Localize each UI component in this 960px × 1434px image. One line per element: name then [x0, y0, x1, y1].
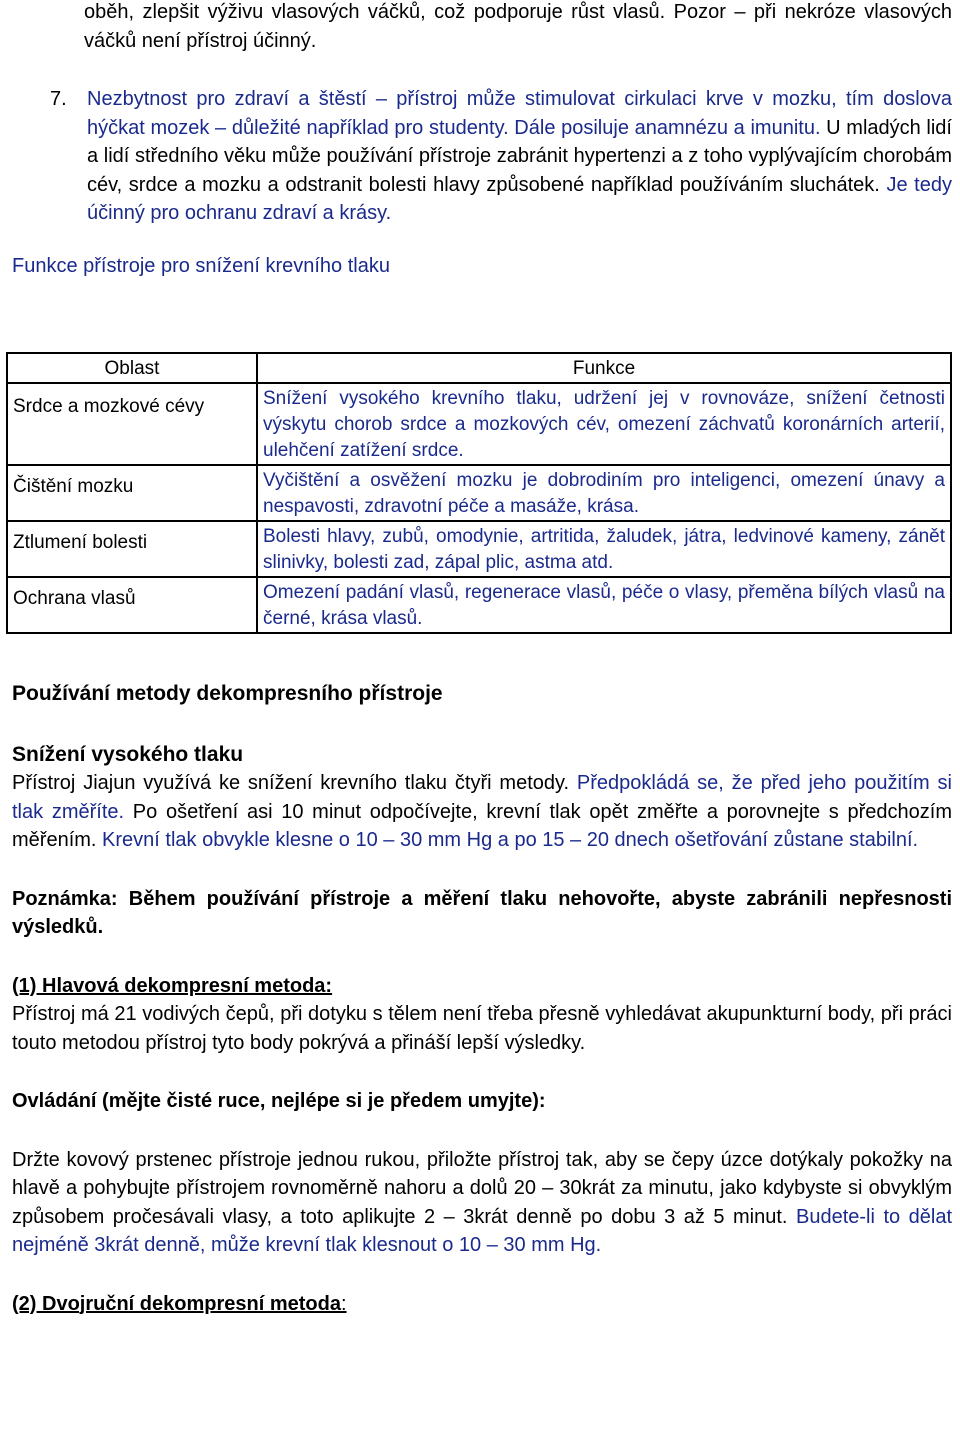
- table-cell-function: Omezení padání vlasů, regenerace vlasů, péče o vlasy, přeměna bílých vlasů na černé, krása vlasů.: [257, 577, 951, 633]
- low-text-3: Po ošetření asi 10 minut odpočívejte, krevní tlak opět změřte a porovnejte s předchozím měřením.: [12, 800, 952, 851]
- note-paragraph: Poznámka: Během používání přístroje a měření tlaku nehovořte, abyste zabránili nepřesnosti výsledků.: [12, 887, 952, 938]
- heading-low-pressure: Snížení vysokého tlaku: [12, 742, 244, 766]
- table-row: [7, 577, 951, 633]
- table-cell-area: Ztlumení bolesti: [7, 521, 257, 577]
- heading-two-hand-method: [12, 1290, 952, 1319]
- heading-control: Ovládání (mějte čisté ruce, nejlépe si je předem umyjte):: [12, 1090, 546, 1112]
- low-text-4: Krevní tlak obvykle klesne o 10 – 30 mm Hg a po 15 – 20 dnech ošetřování zůstane stabilní.: [96, 829, 919, 851]
- section-title: Funkce přístroje pro snížení krevního tlaku: [12, 254, 390, 277]
- heading-method: Používání metody dekompresního přístroje: [12, 682, 443, 705]
- item-text-blue-end: Je tedy účinný pro ochranu zdraví a krásy.: [87, 173, 952, 224]
- paragraph-head-method: Přístroj má 21 vodivých čepů, při dotyku s tělem není třeba přesně vyhledávat akupunkturní body, při práci touto metodou přístroj tyto body pokrývá a přináší lepší výsledky.: [12, 1003, 952, 1054]
- list-number: 7.: [50, 88, 67, 110]
- paragraph-control: [12, 1146, 952, 1260]
- header-funkce: Funkce: [257, 353, 951, 383]
- item-text-black: U mladých lidí a lidí středního věku může používání přístroje zabránit hypertenzi a z toho vyplývajícím chorobám cév, srdce a mozku a odstranit bolesti hlavy způsobené například používáním sluchátek.: [87, 116, 952, 196]
- item-text-blue: Nezbytnost pro zdraví a štěstí – přístroj může stimulovat cirkulaci krve v mozku, tím doslova hýčkat mozek – důležité například pro studenty. Dále posiluje anamnézu a imunitu.: [87, 88, 952, 139]
- two-hand-title: (2) Dvojruční dekompresní metoda: [12, 1292, 341, 1315]
- table-cell-area: Srdce a mozkové cévy: [7, 383, 257, 465]
- table-row: [7, 521, 951, 577]
- list-item-text: [87, 85, 952, 228]
- low-text-1: Přístroj Jiajun využívá ke snížení krevního tlaku čtyři metody.: [12, 772, 570, 794]
- control-text-2: Budete-li to dělat nejméně 3krát denně, může krevní tlak klesnout o 10 – 30 mm Hg.: [12, 1205, 952, 1256]
- table-cell-function: Bolesti hlavy, zubů, omodynie, artritida, žaludek, játra, ledvinové kameny, zánět slinivky, bolesti zad, zápal plic, astma atd.: [257, 521, 951, 577]
- heading-head-method: (1) Hlavová dekompresní metoda:: [12, 974, 333, 997]
- table-cell-area: Čištění mozku: [7, 465, 257, 521]
- paragraph-low-pressure: [12, 769, 952, 855]
- low-text-2: Předpokládá se, že před jeho použitím si tlak změříte.: [12, 772, 953, 823]
- intro-paragraph: oběh, zlepšit výživu vlasových váčků, což podporuje růst vlasů. Pozor – při nekróze vlasových váčků není přístroj účinný.: [84, 1, 952, 52]
- function-table: [6, 352, 952, 634]
- control-text-1: Držte kovový prstenec přístroje jednou rukou, přiložte přístroj tak, aby se čepy úzce dotýkaly pokožky na hlavě a pohybujte přístrojem rovnoměrně nahoru a dolů 20 – 30krát za minutu, jako kdybyste si obvyklým způsobem pročesávali vlasy, a toto aplikujte 2 – 3krát denně po dobu 3 až 5 minut.: [12, 1148, 952, 1228]
- table-cell-function: Vyčištění a osvěžení mozku je dobrodiním pro inteligenci, omezení únavy a nespavosti, zdravotní péče a masáže, krása.: [257, 465, 951, 521]
- document-page: [12, 0, 952, 1318]
- header-oblast: Oblast: [7, 353, 257, 383]
- table-row: [7, 383, 951, 465]
- table-header-row: [7, 353, 951, 383]
- two-hand-colon: :: [340, 1292, 347, 1315]
- table-row: [7, 465, 951, 521]
- table-cell-function: Snížení vysokého krevního tlaku, udržení jej v rovnováze, snížení četnosti výskytu chorob srdce a mozkových cév, omezení záchvatů koronárních arterií, ulehčení zatížení srdce.: [257, 383, 951, 465]
- list-item-7: [12, 85, 952, 228]
- table-cell-area: Ochrana vlasů: [7, 577, 257, 633]
